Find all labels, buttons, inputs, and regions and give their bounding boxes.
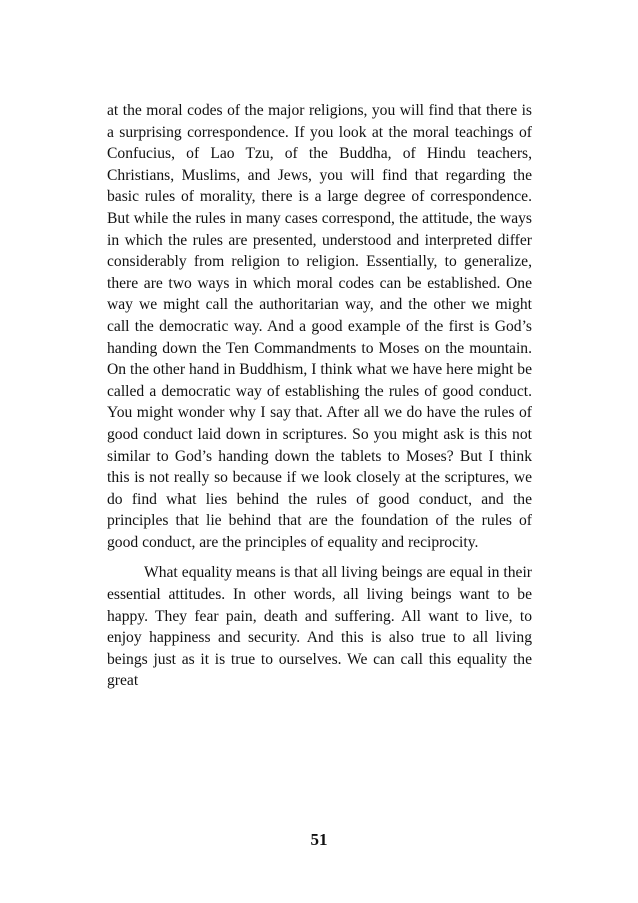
page-number: 51 [310, 830, 328, 849]
paragraph: at the moral codes of the major religions, you will find that there is a surprising correspondence. If you look at the moral teachings of Confucius, of Lao Tzu, of the Buddha, of Hindu teachers, Christians, Muslims, and Jews, you will find that regarding the basic rules of morality, there is a large degree of correspondence. But while the rules in many cases correspond, the attitude, the ways in which the rules are presented, understood and interpreted differ considerably from religion to religion. Essentially, to generalize, there are two ways in which moral codes can be established. One way we might call the authoritarian way, and the other we might call the democratic way. And a good example of the first is God’s handing down the Ten Commandments to Moses on the mountain. On the other hand in Buddhism, I think what we have here might be called a democratic way of establishing the rules of good conduct. You might wonder why I say that. After all we do have the rules of good conduct laid down in scriptures. So you might ask is this not similar to God’s handing down the tablets to Moses? But I think this is not really so because if we look closely at the scriptures, we do find what lies behind the rules of good conduct, and the principles that lie behind that are the foundation of the rules of good conduct, are the principles of equality and reciprocity. [107, 102, 532, 551]
body-text [107, 100, 532, 692]
paragraph: What equality means is that all living beings are equal in their essential attitudes. In other words, all living beings want to be happy. They fear pain, death and suffering. All want to live, to enjoy happiness and security. And this is also true to all living beings just as it is true to ourselves. We can call this equality the great [107, 564, 532, 690]
